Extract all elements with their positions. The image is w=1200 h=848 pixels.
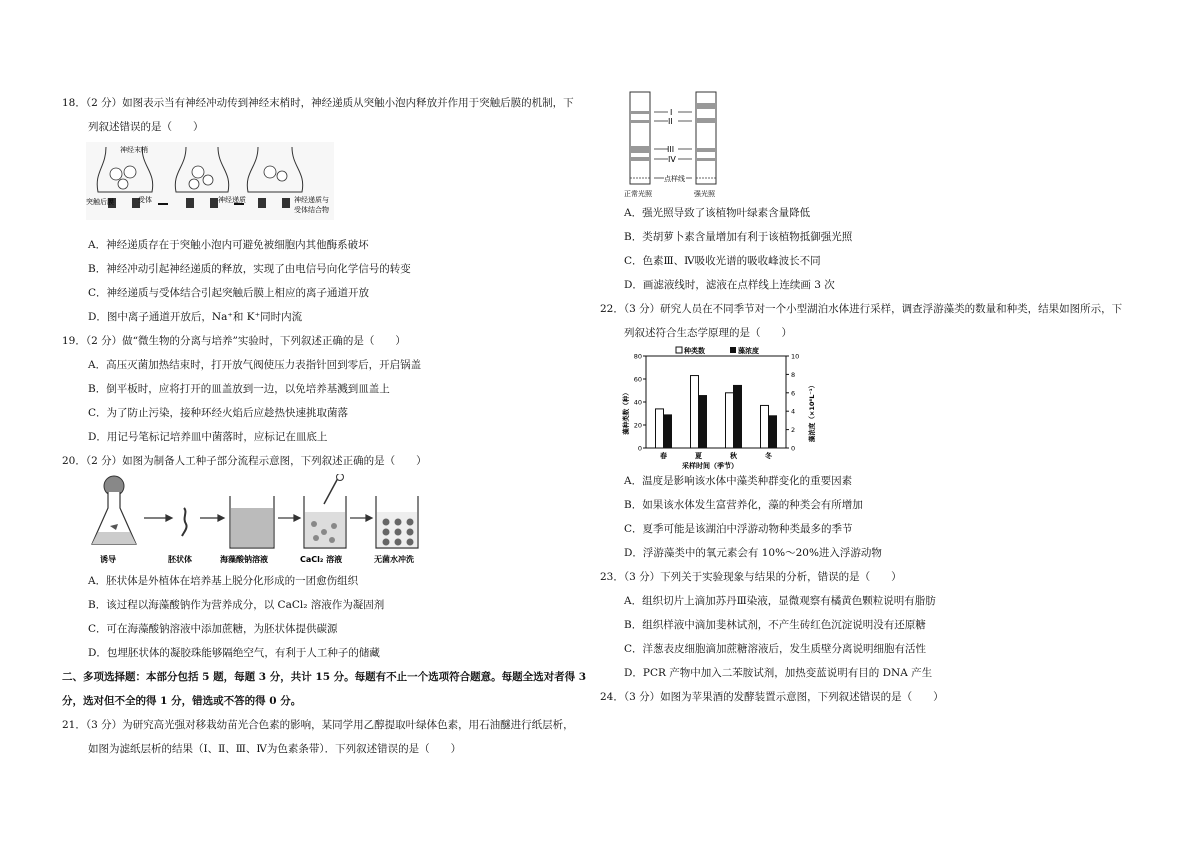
q18-synapse-figure bbox=[86, 142, 334, 220]
legend-concentration-label: 藻浓度 bbox=[738, 347, 759, 355]
bar-concentration-春 bbox=[664, 415, 672, 448]
x-tick-label: 冬 bbox=[765, 452, 772, 460]
q21-stem-line2: 如图为滤纸层析的结果（Ⅰ、Ⅱ、Ⅲ、Ⅳ为色素条带）．下列叙述错误的是（ ） bbox=[88, 743, 462, 755]
q22-stem-line1: 22．（3 分）研究人员在不同季节对一个小型湖泊水体进行采样，调查浮游藻类的数量和种类，结果如图所示，下 bbox=[600, 303, 1123, 315]
y-tick-label: 0 bbox=[637, 444, 642, 453]
legend-swatch-concentration bbox=[730, 347, 736, 353]
band-4-label: IV bbox=[668, 155, 676, 164]
q19-option-d: D．用记号笔标记培养皿中菌落时，应标记在皿底上 bbox=[88, 431, 328, 443]
q21-option-a: A．强光照导致了该植物叶绿素含量降低 bbox=[624, 207, 811, 219]
q19-option-a: A．高压灭菌加热结束时，打开放气阀使压力表指针回到零后，开启锅盖 bbox=[88, 359, 422, 371]
embryoid bbox=[182, 508, 187, 536]
legend-swatch-species bbox=[676, 347, 682, 353]
bar-species-冬 bbox=[761, 405, 769, 448]
q20-option-c: C．可在海藻酸钠溶液中添加蔗糖，为胚状体提供碳源 bbox=[88, 623, 338, 635]
section2-heading-line1: 二、多项选择题：本部分包括 5 题，每题 3 分，共计 15 分。每题有不止一个选项符合题意。每题全选对者得 3 bbox=[62, 671, 587, 683]
q21-option-c: C．色素Ⅲ、Ⅳ吸收光谱的吸收峰波长不同 bbox=[624, 255, 821, 267]
q23-option-b: B．组织样液中滴加斐林试剂，不产生砖红色沉淀说明没有还原糖 bbox=[624, 619, 926, 631]
y2-tick-label: 10 bbox=[791, 352, 800, 361]
beaker-cacl2 bbox=[304, 474, 346, 548]
q18-option-a: A．神经递质存在于突触小泡内可避免被细胞内其他酶系破坏 bbox=[88, 239, 369, 251]
label-nerve-end: 神经末梢 bbox=[120, 146, 148, 154]
y-tick-label: 40 bbox=[633, 398, 642, 407]
q24-stem: 24．（3 分）如图为苹果酒的发酵装置示意图，下列叙述错误的是（ ） bbox=[600, 691, 944, 703]
x-tick-label: 夏 bbox=[695, 452, 702, 460]
label-cacl2: CaCl₂ 溶液 bbox=[300, 555, 343, 564]
beaker-wash bbox=[376, 496, 418, 548]
bar-species-春 bbox=[656, 409, 664, 448]
q21-stem-line1: 21．（3 分）为研究高光强对移栽幼苗光合色素的影响，某同学用乙醇提取叶绿体色素，用石油醚进行纸层析， bbox=[62, 719, 574, 731]
q20-option-a: A．胚状体是外植体在培养基上脱分化形成的一团愈伤组织 bbox=[88, 575, 359, 587]
q21-option-d: D．画滤液线时，滤液在点样线上连续画 3 次 bbox=[624, 279, 835, 291]
y2-tick-label: 2 bbox=[791, 426, 796, 435]
q20-option-b: B．该过程以海藻酸钠作为营养成分，以 CaCl₂ 溶液作为凝固剂 bbox=[88, 599, 385, 611]
label-induce: 诱导 bbox=[100, 555, 116, 564]
col-normal-label: 正常光照 bbox=[624, 190, 652, 198]
q22-option-d: D．浮游藻类中的氧元素会有 10%～20%进入浮游动物 bbox=[624, 547, 882, 559]
beaker-alginate bbox=[230, 496, 274, 548]
q22-stem-line2: 列叙述符合生态学原理的是（ ） bbox=[624, 327, 792, 339]
origin-line-label: 点样线 bbox=[664, 175, 685, 183]
section2-heading-line2: 分，选对但不全的得 1 分，错选或不答的得 0 分。 bbox=[62, 695, 302, 707]
chart-xlabel: 采样时间（季节） bbox=[682, 462, 738, 470]
bar-concentration-秋 bbox=[734, 385, 742, 448]
q20-stem: 20．（2 分）如图为制备人工种子部分流程示意图，下列叙述正确的是（ ） bbox=[62, 455, 427, 467]
band-2-label: II bbox=[668, 117, 673, 126]
y2-tick-label: 6 bbox=[791, 389, 796, 398]
x-tick-label: 春 bbox=[660, 452, 667, 460]
legend-species-label: 种类数 bbox=[684, 347, 705, 355]
q18-stem-line2: 列叙述错误的是（ ） bbox=[88, 121, 204, 133]
label-wash: 无菌水冲洗 bbox=[374, 555, 414, 564]
col-strong-label: 强光照 bbox=[694, 190, 715, 198]
band-3-label: III bbox=[667, 145, 675, 154]
label-transmitter: 神经递质 bbox=[218, 196, 246, 204]
bar-species-秋 bbox=[726, 393, 734, 448]
q22-option-c: C．夏季可能是该湖泊中浮游动物种类最多的季节 bbox=[624, 523, 853, 535]
y-tick-label: 80 bbox=[633, 352, 642, 361]
label-receptor: 受体 bbox=[138, 196, 152, 204]
q20-option-d: D．包埋胚状体的凝胶珠能够隔绝空气，有利于人工种子的储藏 bbox=[88, 647, 380, 659]
q21-chromatography-figure bbox=[624, 90, 724, 200]
chart-ylabel: 藻种类数（种） bbox=[622, 389, 630, 435]
strip-normal bbox=[630, 92, 650, 184]
band-1-label: I bbox=[670, 108, 673, 117]
q22-option-b: B．如果该水体发生富营养化，藻的种类会有所增加 bbox=[624, 499, 863, 511]
y2-tick-label: 4 bbox=[791, 407, 796, 416]
label-embryoid: 胚状体 bbox=[168, 555, 192, 564]
q23-option-d: D．PCR 产物中加入二苯胺试剂，加热变蓝说明有目的 DNA 产生 bbox=[624, 667, 933, 679]
bar-concentration-冬 bbox=[769, 416, 777, 448]
bar-species-夏 bbox=[691, 376, 699, 448]
y-tick-label: 20 bbox=[633, 421, 642, 430]
q23-stem: 23．（3 分）下列关于实验现象与结果的分析，错误的是（ ） bbox=[600, 571, 902, 583]
q18-option-d: D．图中离子通道开放后，Na⁺和 K⁺同时内流 bbox=[88, 311, 303, 323]
y2-tick-label: 8 bbox=[791, 370, 796, 379]
bar-concentration-夏 bbox=[699, 396, 707, 448]
chart-y2label: 藻浓度（×10⁶L⁻¹） bbox=[808, 381, 816, 443]
chart-legend bbox=[676, 346, 759, 355]
x-tick-label: 秋 bbox=[730, 452, 737, 460]
flask bbox=[92, 476, 136, 544]
q21-option-b: B．类胡萝卜素含量增加有利于该植物抵御强光照 bbox=[624, 231, 853, 243]
q19-option-b: B．倒平板时，应将打开的皿盖放到一边，以免培养基溅到皿盖上 bbox=[88, 383, 390, 395]
q18-stem-line1: 18．（2 分）如图表示当有神经冲动传到神经末梢时，神经递质从突触小泡内释放并作用于突触后膜的机制，下 bbox=[62, 97, 574, 109]
chart-bars bbox=[656, 376, 777, 448]
label-bind-1: 神经递质与 bbox=[294, 196, 329, 204]
q20-process-figure bbox=[88, 474, 438, 566]
y-tick-label: 60 bbox=[633, 375, 642, 384]
q22-option-a: A．温度是影响该水体中藻类种群变化的重要因素 bbox=[624, 475, 853, 487]
y2-tick-label: 0 bbox=[791, 444, 796, 453]
q23-option-c: C．洋葱表皮细胞滴加蔗糖溶液后，发生质壁分离说明细胞有活性 bbox=[624, 643, 927, 655]
q23-option-a: A．组织切片上滴加苏丹Ⅲ染液，显微观察有橘黄色颗粒说明有脂肪 bbox=[624, 595, 936, 607]
label-bind-2: 受体结合物 bbox=[294, 206, 329, 214]
label-alginate: 海藻酸钠溶液 bbox=[220, 555, 268, 564]
q18-option-c: C．神经递质与受体结合引起突触后膜上相应的离子通道开放 bbox=[88, 287, 370, 299]
q22-bar-chart bbox=[620, 344, 820, 470]
q18-option-b: B．神经冲动引起神经递质的释放，实现了由电信号向化学信号的转变 bbox=[88, 263, 411, 275]
q19-stem: 19．（2 分）做“微生物的分离与培养”实验时，下列叙述正确的是（ ） bbox=[62, 335, 406, 347]
label-postsynaptic: 突触后膜 bbox=[86, 198, 114, 206]
q19-option-c: C．为了防止污染，接种环经火焰后应趁热快速挑取菌落 bbox=[88, 407, 349, 419]
